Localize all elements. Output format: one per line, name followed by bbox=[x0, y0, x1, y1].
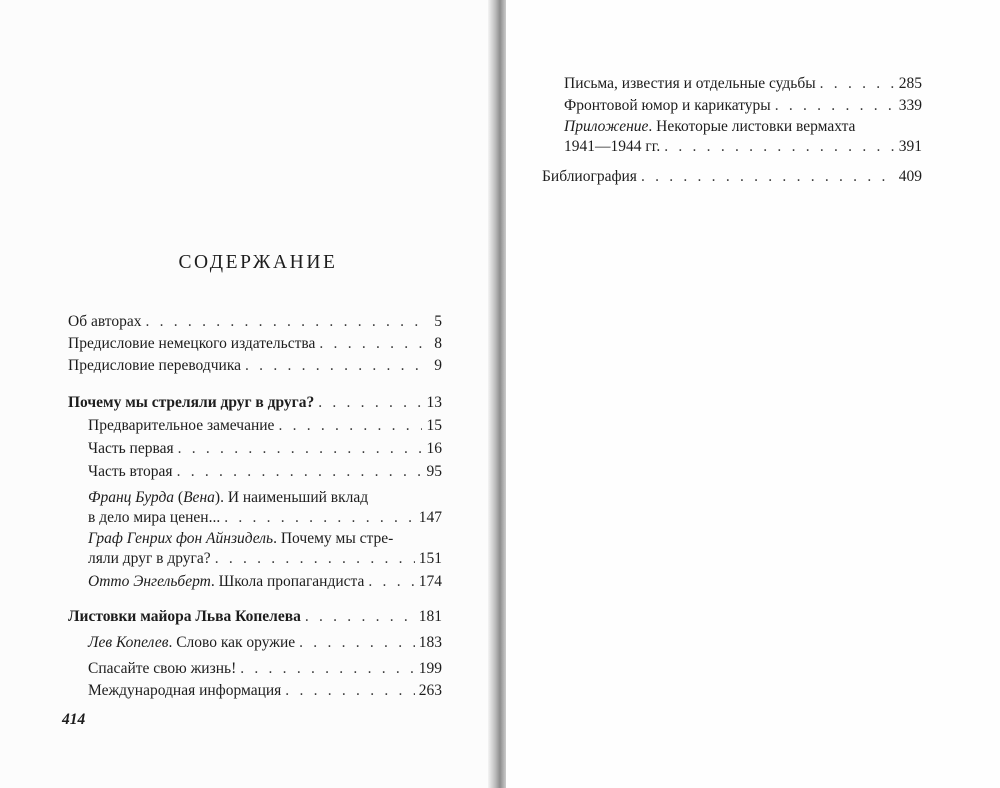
toc-entry-page: 285 bbox=[898, 75, 922, 92]
toc-entry-page: 199 bbox=[418, 660, 442, 677]
leader-dots bbox=[664, 137, 895, 157]
toc-entry-preliminary-remark bbox=[88, 416, 442, 436]
toc-entry-engelbert bbox=[88, 572, 442, 592]
author-city: Вена bbox=[183, 489, 215, 506]
leader-dots bbox=[177, 462, 422, 482]
toc-entry-page: 391 bbox=[898, 138, 922, 155]
toc-entry-page: 151 bbox=[418, 550, 442, 567]
toc-entry-kopelev-word bbox=[88, 633, 442, 653]
toc-entry-title-part: . Слово как оружие bbox=[168, 634, 296, 651]
leader-dots bbox=[285, 681, 414, 701]
toc-entry-page: 174 bbox=[418, 573, 442, 590]
leader-dots bbox=[278, 416, 422, 436]
toc-entry-bibliography bbox=[542, 167, 922, 187]
toc-entry-title: Предварительное замечание bbox=[88, 417, 275, 434]
toc-entry-text bbox=[564, 117, 855, 137]
toc-entry-text bbox=[88, 529, 393, 549]
toc-entry-page: 9 bbox=[434, 357, 442, 374]
toc-entry-title-part: в дело мира ценен... bbox=[88, 509, 221, 526]
toc-entry-text bbox=[88, 572, 364, 592]
author-name: Отто Энгельберт bbox=[88, 573, 211, 590]
toc-entry-page: 8 bbox=[434, 335, 442, 352]
toc-entry-page: 147 bbox=[418, 509, 442, 526]
leader-dots bbox=[641, 167, 895, 187]
toc-entry-page: 339 bbox=[898, 97, 922, 114]
toc-entry-burda-line2 bbox=[88, 508, 442, 528]
toc-entry-page: 409 bbox=[898, 168, 922, 185]
leader-dots bbox=[145, 312, 422, 332]
right-page bbox=[506, 0, 1000, 788]
appendix-label: Приложение bbox=[564, 118, 649, 135]
leader-dots bbox=[240, 659, 415, 679]
leader-dots bbox=[215, 549, 415, 569]
toc-entry-letters bbox=[564, 74, 922, 94]
leader-dots bbox=[245, 356, 422, 376]
toc-heading: СОДЕРЖАНИЕ bbox=[178, 252, 338, 273]
toc-entry-title: Предисловие немецкого издательства bbox=[68, 335, 316, 352]
author-name: Франц Бурда bbox=[88, 489, 175, 506]
toc-entry-part-one bbox=[88, 439, 442, 459]
toc-entry-appendix-line2 bbox=[564, 137, 922, 157]
toc-entry-text: Франц Бурда (Вена). И наименьший вклад bbox=[88, 489, 369, 506]
leader-dots bbox=[820, 74, 895, 94]
toc-entry-page: 13 bbox=[426, 394, 442, 411]
toc-entry-title: Спасайте свою жизнь! bbox=[88, 660, 237, 677]
toc-entry-title: Об авторах bbox=[68, 313, 142, 330]
toc-entry-page: 181 bbox=[418, 608, 442, 625]
toc-entry-title: Международная информация bbox=[88, 682, 282, 699]
toc-entry-title: Часть первая bbox=[88, 440, 174, 457]
toc-entry-text bbox=[88, 633, 295, 653]
toc-entry-title: Предисловие переводчика bbox=[68, 357, 242, 374]
leader-dots bbox=[305, 607, 415, 627]
toc-entry-title: Письма, известия и отдельные судьбы bbox=[564, 75, 816, 92]
leader-dots bbox=[775, 96, 895, 116]
toc-section-title: Почему мы стреляли друг в друга? bbox=[68, 394, 315, 411]
toc-entry-title: Библиография bbox=[542, 168, 637, 185]
leader-dots bbox=[299, 633, 415, 653]
toc-entry-burda-line1 bbox=[88, 488, 442, 508]
toc-entry-einsiedel-line2 bbox=[88, 549, 442, 569]
toc-entry-german-preface bbox=[68, 334, 442, 354]
leader-dots bbox=[319, 334, 422, 354]
toc-entry-international-info bbox=[88, 681, 442, 701]
toc-section-kopelev-leaflets bbox=[68, 607, 442, 627]
toc-entry-page: 95 bbox=[426, 463, 442, 480]
toc-entry-title-part: ляли друг в друга? bbox=[88, 550, 211, 567]
leader-dots bbox=[178, 439, 422, 459]
author-name: Лев Копелев bbox=[88, 634, 169, 651]
toc-entry-title-part: . Школа пропагандиста bbox=[210, 573, 365, 590]
toc-section-why-we-shot bbox=[68, 393, 442, 413]
left-page bbox=[0, 0, 494, 788]
page-number: 414 bbox=[62, 711, 86, 728]
toc-section-title: Листовки майора Льва Копелева bbox=[68, 608, 301, 625]
toc-entry-einsiedel-line1 bbox=[88, 529, 442, 549]
toc-entry-page: 15 bbox=[426, 417, 442, 434]
toc-entry-part-two bbox=[88, 462, 442, 482]
toc-entry-page: 263 bbox=[418, 682, 442, 699]
toc-entry-title-part: . Некоторые листовки вермахта bbox=[648, 118, 856, 135]
toc-entry-save-your-life bbox=[88, 659, 442, 679]
leader-dots bbox=[368, 572, 414, 592]
toc-entry-translator-preface bbox=[68, 356, 442, 376]
toc-entry-title-part: 1941—1944 гг. bbox=[564, 138, 661, 155]
leader-dots bbox=[224, 508, 415, 528]
toc-entry-about-authors bbox=[68, 312, 442, 332]
leader-dots bbox=[318, 393, 422, 413]
toc-entry-title-part: . И наименьший вклад bbox=[220, 489, 369, 506]
toc-entry-page: 5 bbox=[434, 313, 442, 330]
toc-entry-page: 183 bbox=[418, 634, 442, 651]
author-name: Граф Генрих фон Айнзидель bbox=[88, 530, 274, 547]
toc-entry-title: Часть вторая bbox=[88, 463, 173, 480]
toc-entry-title-part: . Почему мы стре- bbox=[273, 530, 394, 547]
toc-entry-appendix-line1 bbox=[564, 117, 922, 137]
toc-entry-page: 16 bbox=[426, 440, 442, 457]
toc-entry-front-humor bbox=[564, 96, 922, 116]
toc-entry-title: Фронтовой юмор и карикатуры bbox=[564, 97, 771, 114]
